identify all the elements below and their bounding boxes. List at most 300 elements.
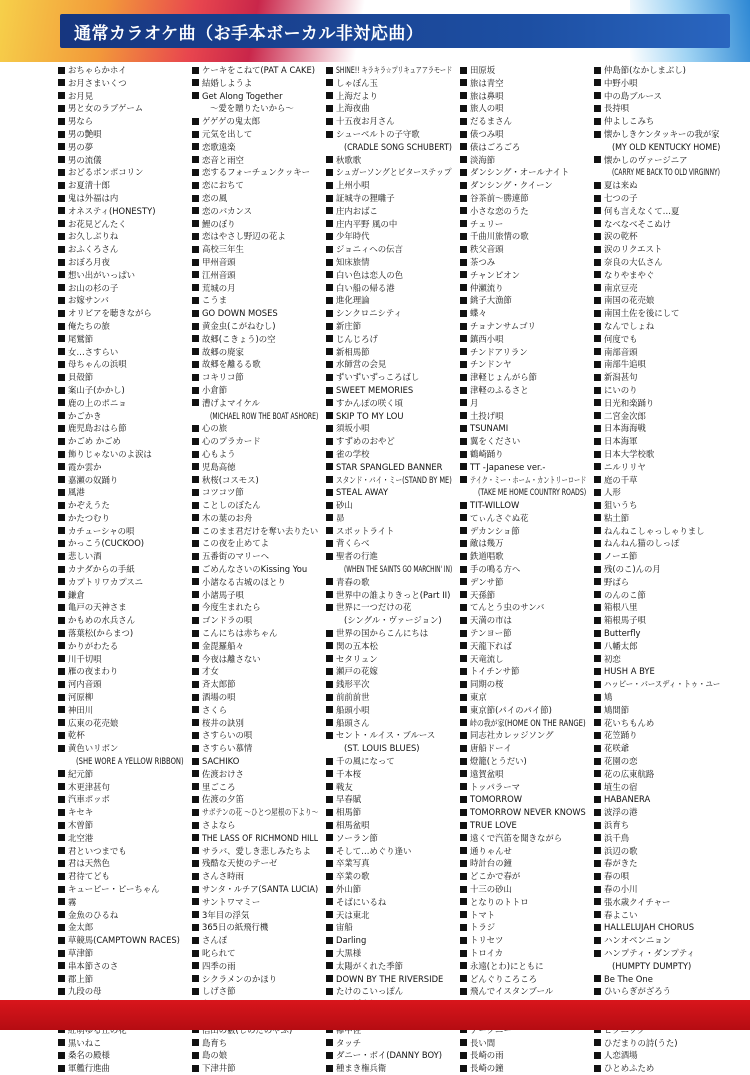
song-item bbox=[594, 563, 720, 576]
song-item bbox=[460, 717, 586, 730]
song-item bbox=[326, 678, 452, 691]
song-item bbox=[326, 960, 452, 973]
song-item bbox=[58, 921, 184, 934]
song-title: なべなべそこぬけ bbox=[604, 218, 671, 229]
song-item bbox=[192, 1062, 318, 1075]
song-item bbox=[326, 1037, 452, 1050]
song-item bbox=[192, 845, 318, 858]
song-item bbox=[58, 896, 184, 909]
song-title: 浜育ち bbox=[604, 820, 630, 831]
song-title: 大黒様 bbox=[336, 947, 362, 958]
song-title: 奈良の大仏さん bbox=[604, 256, 663, 267]
song-title: 上海だより bbox=[336, 90, 378, 101]
song-title: 十三の砂山 bbox=[470, 884, 512, 894]
song-item bbox=[460, 640, 586, 653]
song-item bbox=[192, 282, 318, 295]
song-title: 春の唄 bbox=[604, 871, 630, 882]
song-item bbox=[460, 499, 586, 512]
song-item bbox=[192, 384, 318, 397]
song-item bbox=[326, 179, 452, 192]
song-item bbox=[460, 512, 586, 525]
song-item bbox=[192, 793, 318, 806]
song-title: TOMORROW bbox=[470, 794, 523, 805]
song-item bbox=[594, 601, 720, 614]
song-title: シンクロニシティ bbox=[336, 308, 402, 319]
song-item bbox=[192, 563, 318, 576]
song-item bbox=[460, 985, 586, 998]
song-title: ねんねん猫のしっぽ bbox=[604, 538, 680, 549]
song-item bbox=[192, 678, 318, 691]
song-item bbox=[58, 512, 184, 525]
song-title: 川千切唄 bbox=[68, 653, 102, 664]
song-title: ジョニィへの伝言 bbox=[336, 244, 403, 255]
song-title: お月さまいくつ bbox=[68, 77, 127, 88]
song-title: 秩父音頭 bbox=[470, 244, 504, 255]
song-subtitle bbox=[326, 614, 452, 627]
song-title: 中の島ブルース bbox=[604, 90, 662, 101]
song-column-3 bbox=[326, 64, 452, 1075]
song-title: TOMORROW NEVER KNOWS bbox=[470, 807, 586, 818]
song-item bbox=[58, 218, 184, 231]
song-subtitle bbox=[594, 141, 720, 154]
song-item bbox=[192, 128, 318, 141]
song-title: (SHE WORE A YELLOW RIBBON) bbox=[76, 756, 184, 767]
song-item bbox=[594, 614, 720, 627]
song-item bbox=[460, 960, 586, 973]
song-title: SKIP TO MY LOU bbox=[336, 410, 404, 421]
song-subtitle bbox=[594, 166, 720, 179]
song-subtitle bbox=[58, 755, 184, 768]
song-title: デンサ節 bbox=[470, 576, 504, 587]
song-item bbox=[460, 320, 586, 333]
song-title: 男なら bbox=[68, 116, 94, 127]
song-item bbox=[326, 294, 452, 307]
song-title: 黄色いリボン bbox=[68, 743, 119, 754]
song-title: スタンド・バイ・ミー(STAND BY ME) bbox=[336, 474, 452, 485]
song-title: 瀬戸の花嫁 bbox=[336, 666, 378, 677]
song-title: シクラメンのかほり bbox=[202, 973, 277, 984]
song-title: ことしのぼたん bbox=[202, 500, 261, 511]
song-title: お夏清十郎 bbox=[68, 180, 110, 191]
song-item bbox=[58, 589, 184, 602]
song-title: 佐渡の夕笛 bbox=[202, 794, 244, 805]
song-item bbox=[594, 793, 720, 806]
song-item bbox=[192, 691, 318, 704]
song-item bbox=[58, 154, 184, 167]
song-title: 懐かしきケンタッキーの我が家 bbox=[604, 128, 720, 139]
song-item bbox=[594, 576, 720, 589]
song-title: 鹿の上のポニョ bbox=[68, 397, 127, 408]
song-item bbox=[326, 243, 452, 256]
song-item bbox=[326, 793, 452, 806]
song-item bbox=[460, 921, 586, 934]
song-item bbox=[192, 256, 318, 269]
song-item bbox=[594, 486, 720, 499]
song-title: 涙の乾杯 bbox=[604, 231, 638, 242]
song-title: ずいずいずっころばし bbox=[336, 372, 420, 383]
song-item bbox=[594, 947, 720, 960]
song-item bbox=[594, 704, 720, 717]
song-title: ニルリリヤ bbox=[604, 461, 646, 472]
song-item bbox=[192, 333, 318, 346]
song-title: 津軽じょんがら節 bbox=[470, 372, 537, 383]
song-item bbox=[192, 806, 318, 819]
song-title: 銚子大漁節 bbox=[470, 295, 512, 306]
song-item bbox=[192, 909, 318, 922]
song-title: サラバ、愛しき悲しみたちよ bbox=[202, 845, 311, 856]
song-title: 貝殻節 bbox=[68, 372, 94, 383]
song-title: 旅人の唄 bbox=[470, 103, 504, 114]
song-item bbox=[58, 793, 184, 806]
song-item bbox=[58, 576, 184, 589]
song-title: となりのトトロ bbox=[470, 896, 529, 907]
song-title: この夜を止めてよ bbox=[202, 538, 269, 549]
song-item bbox=[58, 832, 184, 845]
song-item bbox=[326, 486, 452, 499]
song-item bbox=[58, 256, 184, 269]
song-item bbox=[594, 179, 720, 192]
song-title: スポットライト bbox=[336, 525, 395, 536]
song-item bbox=[326, 832, 452, 845]
song-title: 軍艦行進曲 bbox=[68, 1063, 110, 1074]
song-title: 心のプラカード bbox=[202, 436, 261, 447]
song-title: 涙のリクエスト bbox=[604, 244, 663, 255]
song-item bbox=[192, 166, 318, 179]
song-item bbox=[58, 640, 184, 653]
song-item bbox=[460, 307, 586, 320]
song-title: 〜愛を贈りたいから〜 bbox=[210, 103, 294, 114]
song-item bbox=[192, 243, 318, 256]
song-title: 証城寺の狸囃子 bbox=[336, 192, 395, 203]
song-item bbox=[594, 397, 720, 410]
song-title: 木更津甚句 bbox=[68, 781, 110, 792]
song-item bbox=[460, 77, 586, 90]
song-item bbox=[594, 256, 720, 269]
song-title: 世界に一つだけの花 bbox=[336, 602, 412, 613]
song-item bbox=[460, 294, 586, 307]
song-item bbox=[58, 781, 184, 794]
song-item bbox=[594, 358, 720, 371]
song-title: トイチンサ節 bbox=[470, 666, 520, 677]
song-title: さんさ時雨 bbox=[202, 871, 244, 882]
song-title: (ST. LOUIS BLUES) bbox=[344, 743, 420, 754]
song-title: お嫁サンバ bbox=[68, 295, 109, 306]
song-item bbox=[594, 422, 720, 435]
song-title: (MY OLD KENTUCKY HOME) bbox=[612, 141, 720, 152]
song-item bbox=[326, 601, 452, 614]
song-item bbox=[58, 1062, 184, 1075]
song-item bbox=[594, 320, 720, 333]
song-title: カチューシャの唄 bbox=[68, 525, 135, 536]
song-title: 聖者の行進 bbox=[336, 551, 378, 562]
song-title: 桑名の殿様 bbox=[68, 1050, 110, 1061]
song-title: 関の五本松 bbox=[336, 640, 378, 651]
song-title: ねんねこしゃっしゃりまし bbox=[604, 525, 705, 536]
song-item bbox=[594, 627, 720, 640]
song-title: 野ばら bbox=[604, 576, 630, 587]
song-item bbox=[326, 717, 452, 730]
song-item bbox=[594, 973, 720, 986]
song-item bbox=[460, 742, 586, 755]
song-item bbox=[460, 793, 586, 806]
song-title: 天孫節 bbox=[470, 589, 496, 600]
song-item bbox=[192, 90, 318, 103]
song-title: 長崎の雨 bbox=[470, 1050, 504, 1061]
song-title: 鶴崎踊り bbox=[470, 448, 504, 459]
song-item bbox=[594, 742, 720, 755]
song-item bbox=[594, 1062, 720, 1075]
song-item bbox=[58, 384, 184, 397]
song-item bbox=[594, 755, 720, 768]
song-title: 小諸なる古城のほとり bbox=[202, 576, 286, 587]
song-item bbox=[58, 371, 184, 384]
song-item bbox=[460, 333, 586, 346]
song-item bbox=[326, 128, 452, 141]
song-item bbox=[58, 461, 184, 474]
song-item bbox=[58, 192, 184, 205]
song-title: タッチ bbox=[336, 1037, 362, 1048]
song-title: どこかで春が bbox=[470, 871, 521, 882]
song-title: 女…さすらい bbox=[68, 346, 119, 357]
song-item bbox=[326, 640, 452, 653]
song-item bbox=[192, 781, 318, 794]
song-title: STAR SPANGLED BANNER bbox=[336, 461, 443, 472]
song-title: 仲よしこみち bbox=[604, 116, 655, 127]
song-title: さくら bbox=[202, 704, 228, 715]
song-title: 上州小唄 bbox=[336, 180, 370, 191]
song-title: 七つの子 bbox=[604, 192, 638, 203]
song-title: トラジ bbox=[470, 922, 496, 933]
song-title: 黒いねこ bbox=[68, 1037, 102, 1048]
song-item bbox=[594, 832, 720, 845]
song-item bbox=[192, 627, 318, 640]
song-item bbox=[58, 845, 184, 858]
song-item bbox=[460, 192, 586, 205]
song-title: 同期の桜 bbox=[470, 679, 504, 690]
song-title: 春よこい bbox=[604, 909, 638, 920]
song-item bbox=[594, 653, 720, 666]
song-title: 南国の花売娘 bbox=[604, 295, 655, 306]
song-title: 鹿児島おはら節 bbox=[68, 423, 127, 434]
song-title: 昴 bbox=[336, 512, 345, 523]
song-item bbox=[326, 985, 452, 998]
song-item bbox=[594, 857, 720, 870]
song-title: 金魚のひるね bbox=[68, 909, 119, 920]
song-title: 田原坂 bbox=[470, 65, 496, 75]
song-item bbox=[192, 320, 318, 333]
song-item bbox=[326, 333, 452, 346]
song-title: 蝶々 bbox=[470, 308, 487, 319]
song-item bbox=[594, 550, 720, 563]
song-title: 恋はやさし野辺の花よ bbox=[202, 231, 286, 242]
song-item bbox=[460, 947, 586, 960]
song-title: 君といつまでも bbox=[68, 845, 127, 856]
song-item bbox=[594, 128, 720, 141]
song-item bbox=[58, 985, 184, 998]
song-title: SWEET MEMORIES bbox=[336, 384, 414, 395]
song-item bbox=[460, 934, 586, 947]
song-item bbox=[58, 435, 184, 448]
song-item bbox=[326, 218, 452, 231]
song-item bbox=[58, 1037, 184, 1050]
song-item bbox=[460, 819, 586, 832]
song-item bbox=[460, 755, 586, 768]
song-title: 東京 bbox=[470, 692, 487, 703]
song-title: 四季の雨 bbox=[202, 960, 236, 971]
song-title: 黄金虫(こがねむし) bbox=[202, 320, 276, 331]
song-item bbox=[460, 589, 586, 602]
song-title: 何も言えなくて…夏 bbox=[604, 205, 680, 216]
song-title: 荒城の月 bbox=[202, 282, 236, 293]
song-item bbox=[192, 154, 318, 167]
song-item bbox=[460, 141, 586, 154]
song-title: 秋歌歌 bbox=[336, 154, 362, 165]
song-item bbox=[326, 397, 452, 410]
song-item bbox=[460, 704, 586, 717]
song-title: 長崎の鐘 bbox=[470, 1063, 504, 1074]
song-title: 初恋 bbox=[604, 653, 621, 664]
song-title: しゃぼん玉 bbox=[336, 77, 378, 88]
song-item bbox=[460, 64, 586, 77]
song-title: テイク・ミー・ホーム・カントリーロード bbox=[470, 474, 586, 485]
song-title: 365日の紙飛行機 bbox=[202, 922, 269, 933]
song-title: すずめのおやど bbox=[336, 436, 395, 447]
song-title: 酒場の唄 bbox=[202, 692, 236, 703]
song-title: お花見どんたく bbox=[68, 218, 127, 229]
song-title: おぼろ月夜 bbox=[68, 256, 110, 267]
song-title: じんじろげ bbox=[336, 333, 378, 344]
song-title: 峠の我が家(HOME ON THE RANGE) bbox=[470, 717, 586, 728]
song-title: GO DOWN MOSES bbox=[202, 308, 278, 319]
song-item bbox=[460, 422, 586, 435]
song-item bbox=[594, 384, 720, 397]
song-title: 花園の恋 bbox=[604, 756, 638, 767]
song-item bbox=[460, 857, 586, 870]
song-title: (シングル・ヴァージョン) bbox=[344, 615, 442, 626]
song-title: 斉太郎節 bbox=[202, 679, 236, 690]
song-item bbox=[192, 64, 318, 77]
song-title: 二宮金次郎 bbox=[604, 410, 646, 421]
song-item bbox=[594, 883, 720, 896]
song-item bbox=[58, 90, 184, 103]
song-item bbox=[192, 614, 318, 627]
song-item bbox=[460, 256, 586, 269]
song-title: 張水歳クイチャー bbox=[604, 896, 671, 907]
song-item bbox=[594, 115, 720, 128]
song-item bbox=[58, 857, 184, 870]
song-title: 遠賀盆唄 bbox=[470, 768, 504, 779]
song-title: お月見 bbox=[68, 90, 94, 101]
song-item bbox=[192, 921, 318, 934]
song-subtitle bbox=[326, 563, 452, 576]
song-title: 手の鳴る方へ bbox=[470, 564, 521, 575]
song-item bbox=[192, 832, 318, 845]
song-title: さすらい慕情 bbox=[202, 743, 253, 754]
song-title: かもめの水兵さん bbox=[68, 615, 135, 626]
song-item bbox=[192, 1037, 318, 1050]
song-title: TT -Japanese ver.- bbox=[470, 461, 546, 472]
song-title: 砂山 bbox=[336, 500, 353, 511]
song-item bbox=[326, 269, 452, 282]
song-title: 花笠踊り bbox=[604, 730, 638, 741]
song-title: ソーラン節 bbox=[336, 832, 378, 843]
song-item bbox=[58, 499, 184, 512]
song-title: チェリー bbox=[470, 218, 504, 229]
song-title: オネスティ(HONESTY) bbox=[68, 205, 156, 216]
song-title: HUSH A BYE bbox=[604, 666, 655, 677]
song-item bbox=[58, 537, 184, 550]
song-title: どんぐりころころ bbox=[470, 973, 537, 984]
song-title: なりやまやぐ bbox=[604, 269, 655, 280]
song-item bbox=[192, 525, 318, 538]
song-item bbox=[192, 269, 318, 282]
song-title: 懐かしのヴァージニア bbox=[604, 154, 688, 165]
song-item bbox=[594, 909, 720, 922]
song-item bbox=[58, 627, 184, 640]
song-item bbox=[326, 102, 452, 115]
song-item bbox=[192, 717, 318, 730]
song-title: テンヨー節 bbox=[470, 628, 512, 639]
song-title: 結婚しようよ bbox=[202, 77, 253, 88]
song-item bbox=[594, 1049, 720, 1062]
song-title: 上海夜曲 bbox=[336, 103, 370, 114]
song-item bbox=[326, 205, 452, 218]
song-title: SHINE!! キラキラ☆プリキュアアラモード bbox=[336, 65, 452, 75]
song-item bbox=[192, 537, 318, 550]
song-item bbox=[326, 230, 452, 243]
song-item bbox=[594, 410, 720, 423]
song-item bbox=[192, 550, 318, 563]
song-item bbox=[58, 729, 184, 742]
song-item bbox=[460, 781, 586, 794]
song-title: なんでしょね bbox=[604, 320, 655, 331]
song-item bbox=[460, 166, 586, 179]
song-item bbox=[58, 77, 184, 90]
song-item bbox=[326, 576, 452, 589]
song-title: 天龍下れば bbox=[470, 640, 512, 651]
song-title: 種まき権兵衛 bbox=[336, 1063, 387, 1074]
song-title: 知床旅情 bbox=[336, 256, 370, 267]
song-item bbox=[594, 678, 720, 691]
song-title: 紀元節 bbox=[68, 768, 94, 779]
song-item bbox=[460, 832, 586, 845]
song-title: ひだまりの詩(うた) bbox=[604, 1037, 678, 1048]
song-item bbox=[594, 192, 720, 205]
song-title: チョナンサムゴリ bbox=[470, 320, 536, 331]
song-item bbox=[58, 358, 184, 371]
song-item bbox=[460, 358, 586, 371]
song-title: 新相馬節 bbox=[336, 346, 370, 357]
song-title: STEAL AWAY bbox=[336, 487, 389, 498]
song-title: Be The One bbox=[604, 973, 653, 984]
song-item bbox=[326, 320, 452, 333]
song-title: ハッピー・バースディ・トゥ・ユー bbox=[604, 679, 720, 690]
song-title: 相馬節 bbox=[336, 807, 362, 818]
song-title: THE LASS OF RICHMOND HILL bbox=[202, 832, 318, 843]
song-title: 船頭さん bbox=[336, 717, 370, 728]
song-item bbox=[58, 230, 184, 243]
song-title: 母ちゃんの浜唄 bbox=[68, 359, 127, 370]
song-title: TRUE LOVE bbox=[470, 820, 517, 831]
song-title: 卒業写真 bbox=[336, 858, 370, 869]
song-subtitle bbox=[192, 410, 318, 423]
song-column-1 bbox=[58, 64, 184, 1075]
song-title: 新潟甚句 bbox=[604, 372, 638, 383]
song-title: 男の艶唄 bbox=[68, 128, 102, 139]
song-title: 草津節 bbox=[68, 947, 94, 958]
song-title: 少年時代 bbox=[336, 231, 370, 242]
song-item bbox=[192, 397, 318, 410]
